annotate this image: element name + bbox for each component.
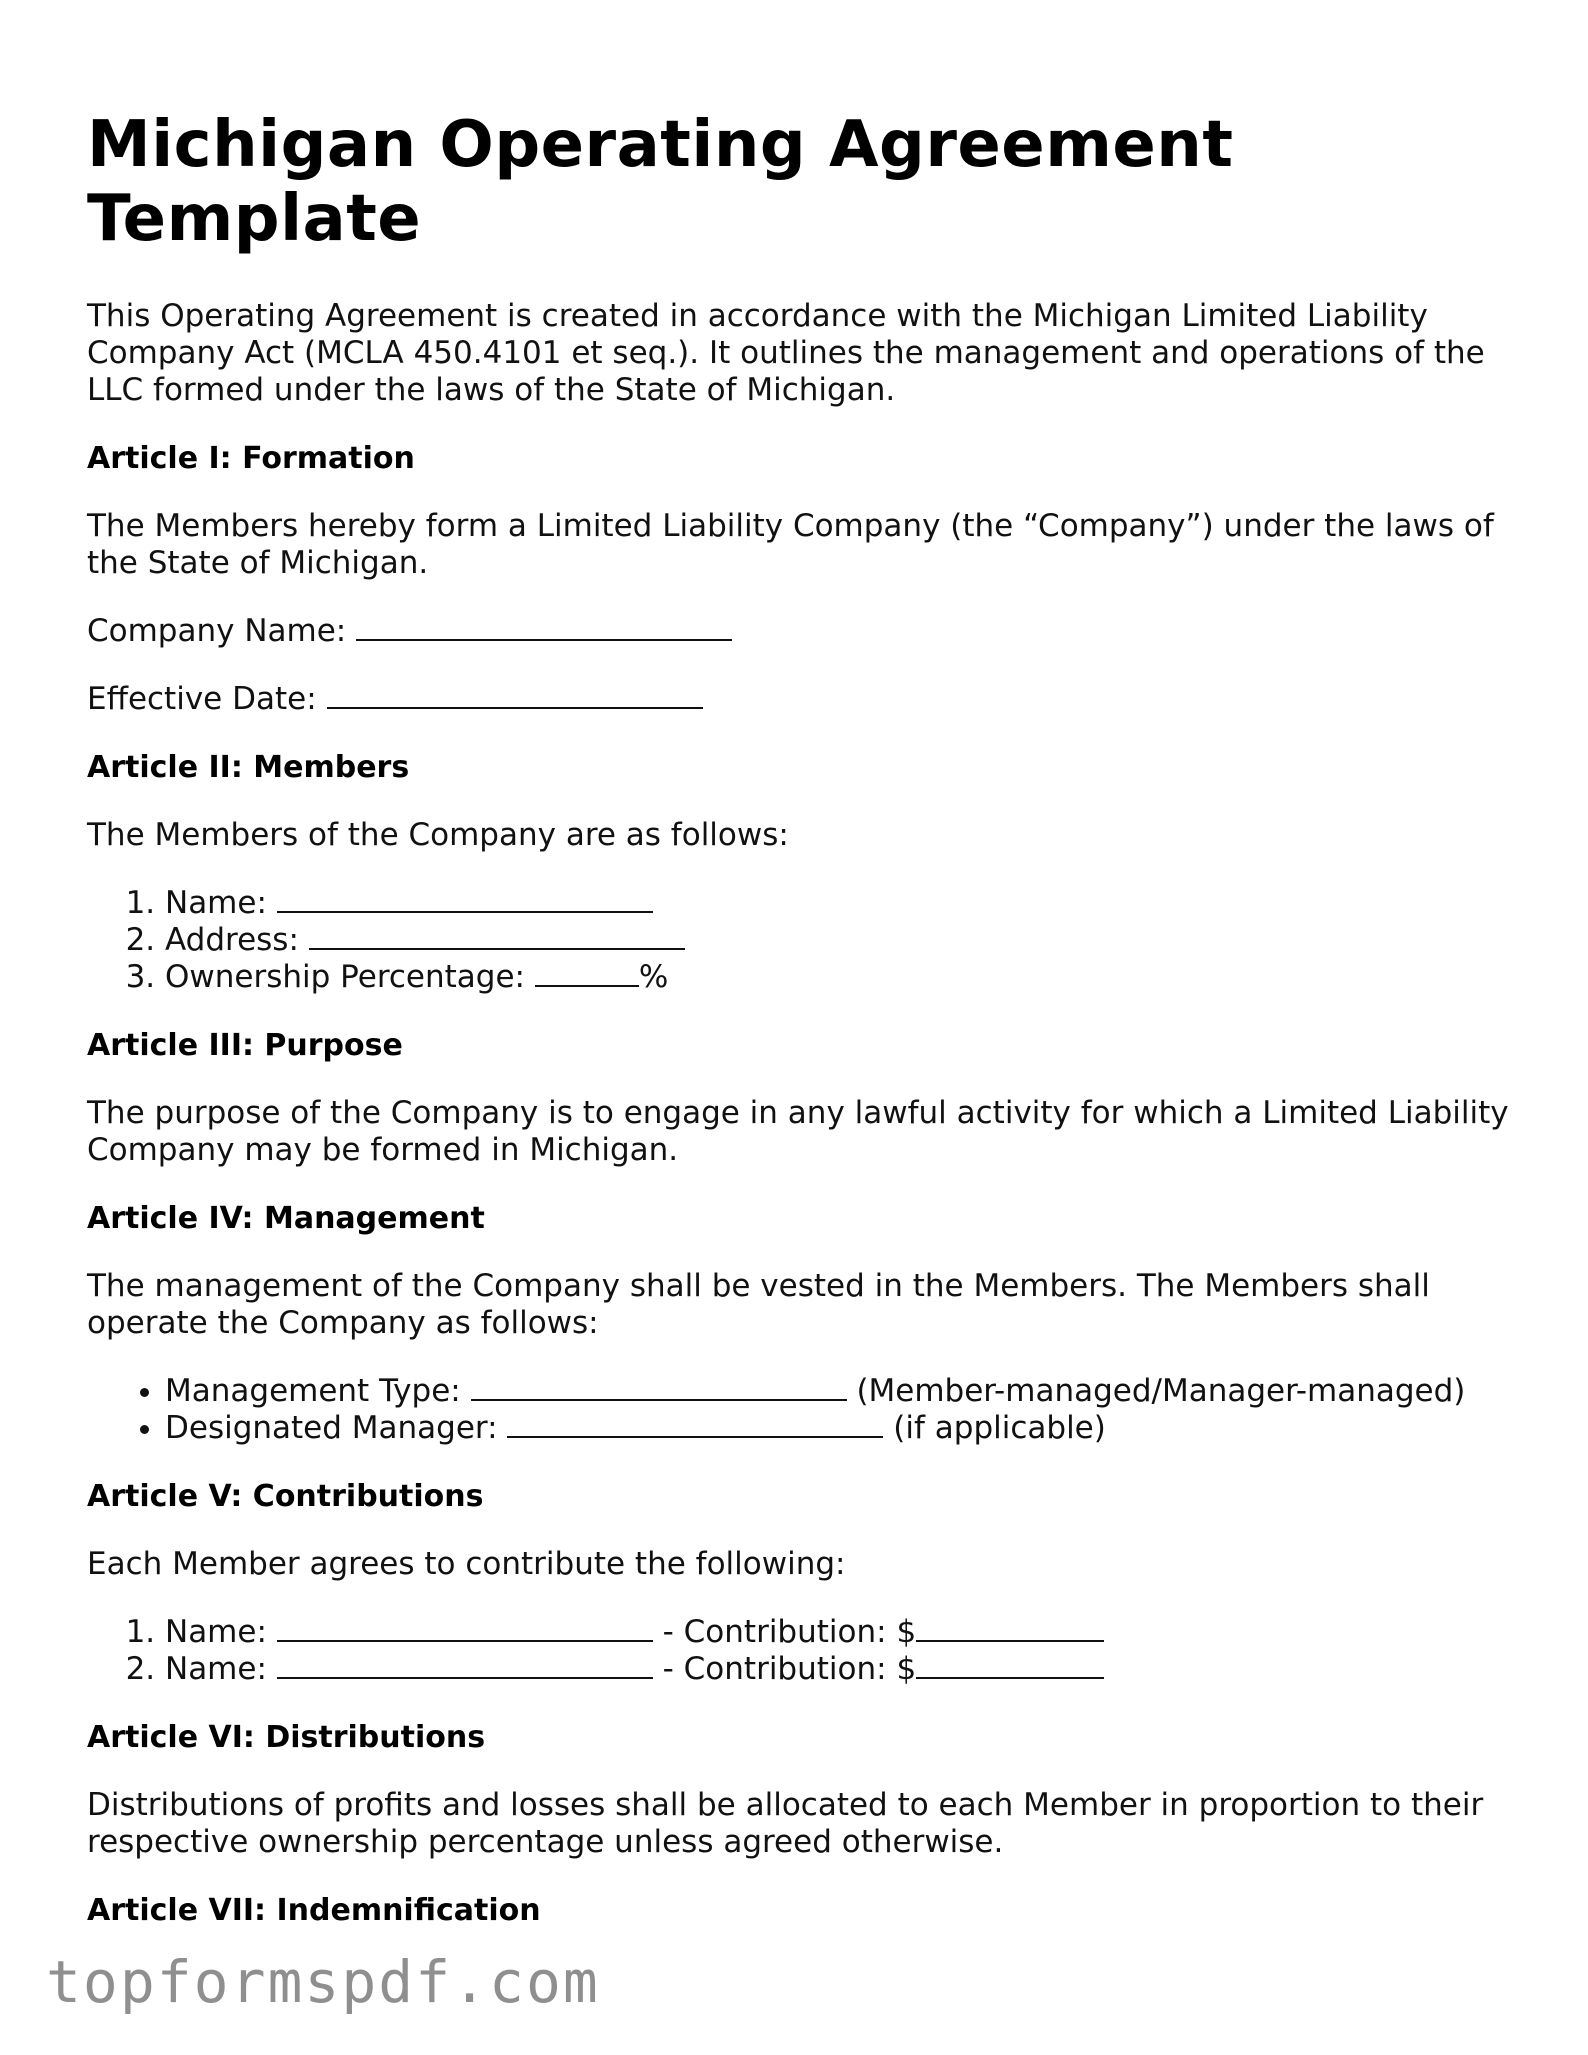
contributions-list (87, 1614, 1527, 1688)
list-item (165, 1373, 1527, 1410)
designated-manager-hint: (if applicable) (893, 1410, 1106, 1446)
article-6-heading: Article VI: Distributions (87, 1720, 486, 1755)
members-list (87, 885, 1527, 996)
effective-date-line (87, 681, 1527, 718)
member-name-blank[interactable] (277, 885, 653, 913)
contribution-amount-blank[interactable] (916, 1614, 1104, 1642)
article-5-heading: Article V: Contributions (87, 1479, 484, 1514)
company-name-label: Company Name: (87, 613, 347, 649)
article-7-heading: Article VII: Indemnification (87, 1893, 541, 1928)
contribution-amount-blank[interactable] (916, 1651, 1104, 1679)
management-list (87, 1373, 1527, 1447)
contribution-label: - Contribution: $ (662, 1614, 917, 1650)
list-item (165, 922, 1527, 959)
list-item (165, 959, 1527, 996)
article-6-text: Distributions of profits and losses shall be allocated to each Member in proportion to their respective ownership percentage unless agreed otherwise. (87, 1787, 1484, 1860)
member-name-label: Name: (165, 885, 267, 921)
article-1-heading: Article I: Formation (87, 441, 415, 476)
article-3-heading: Article III: Purpose (87, 1028, 403, 1063)
article-4-text: The management of the Company shall be vested in the Members. The Members shall operate the Company as follows: (87, 1268, 1430, 1341)
article-2-text: The Members of the Company are as follows: (87, 817, 789, 853)
contributor-name-blank[interactable] (277, 1614, 653, 1642)
effective-date-blank[interactable] (327, 681, 703, 709)
article-5-text: Each Member agrees to contribute the following: (87, 1546, 846, 1582)
ownership-blank[interactable] (535, 959, 639, 987)
article-4-heading: Article IV: Management (87, 1201, 485, 1236)
management-type-hint: (Member-managed/Manager-managed) (856, 1373, 1466, 1409)
percent-sign: % (638, 959, 669, 995)
document-page (87, 108, 1527, 1960)
article-3-text: The purpose of the Company is to engage in any lawful activity for which a Limited Liability Company may be formed in Michigan. (87, 1095, 1509, 1168)
list-item (165, 1614, 1527, 1651)
member-address-blank[interactable] (309, 922, 685, 950)
article-1-text: The Members hereby form a Limited Liability Company (the “Company”) under the laws of the State of Michigan. (87, 508, 1494, 581)
company-name-blank[interactable] (356, 613, 732, 641)
contributor-name-blank[interactable] (277, 1651, 653, 1679)
management-type-label: Management Type: (165, 1373, 461, 1409)
contributor-name-label: Name: (165, 1651, 267, 1687)
list-item (165, 885, 1527, 922)
list-item (165, 1651, 1527, 1688)
watermark: topformspdf.com (46, 1948, 600, 2016)
contributor-name-label: Name: (165, 1614, 267, 1650)
management-type-blank[interactable] (471, 1373, 847, 1401)
designated-manager-label: Designated Manager: (165, 1410, 498, 1446)
contribution-label: - Contribution: $ (662, 1651, 917, 1687)
ownership-label: Ownership Percentage: (165, 959, 525, 995)
document-title: Michigan Operating Agreement Template (87, 108, 1234, 256)
article-2-heading: Article II: Members (87, 750, 410, 785)
member-address-label: Address: (165, 922, 299, 958)
effective-date-label: Effective Date: (87, 681, 317, 717)
intro-paragraph: This Operating Agreement is created in accordance with the Michigan Limited Liability Company Act (MCLA 450.4101 et seq.). It outlines the management and operations of the LLC formed under the laws of the State of Michigan. (87, 298, 1485, 408)
designated-manager-blank[interactable] (507, 1410, 883, 1438)
list-item (165, 1410, 1527, 1447)
company-name-line (87, 613, 1527, 650)
